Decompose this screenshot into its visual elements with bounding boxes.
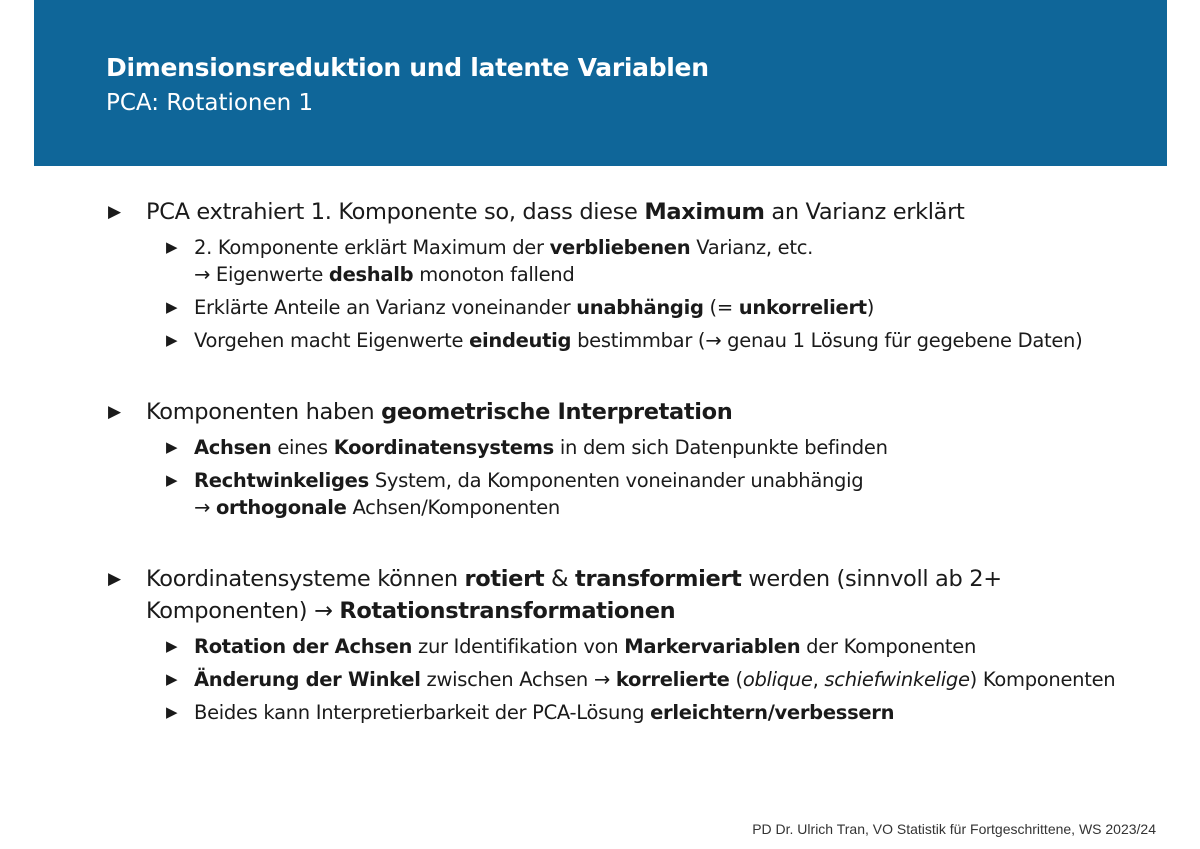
- slide-subtitle: PCA: Rotationen 1: [106, 90, 314, 116]
- text-segment: bestimmbar (→ genau 1 Lösung für gegebene Daten): [571, 329, 1083, 352]
- text-segment: → Eigenwerte: [194, 263, 329, 286]
- bold-text: unabhängig: [576, 296, 704, 319]
- text-segment: System, da Komponenten voneinander unabhängig: [368, 469, 864, 492]
- text-segment: Vorgehen macht Eigenwerte: [194, 329, 470, 352]
- text-segment: Koordinatensysteme können: [146, 566, 465, 592]
- slide-footer: PD Dr. Ulrich Tran, VO Statistik für Fortgeschrittene, WS 2023/24: [752, 821, 1156, 837]
- text-segment: ,: [812, 668, 825, 691]
- bullet-section: [108, 563, 1168, 726]
- triangle-bullet-icon: ▶: [166, 471, 178, 489]
- sub-bullet: [166, 699, 1168, 726]
- main-bullet: [108, 396, 1168, 428]
- triangle-bullet-icon: ▶: [166, 331, 178, 349]
- sub-bullet: [166, 327, 1168, 354]
- text-segment: der Komponenten: [800, 635, 977, 658]
- text-segment: ): [866, 296, 875, 319]
- text-segment: werden (sinnvoll ab 2+ Komponenten) →: [146, 566, 1009, 624]
- text-segment: Achsen/Komponenten: [346, 496, 560, 519]
- sub-bullet: [166, 234, 1168, 288]
- text-segment: ) Komponenten: [969, 668, 1116, 691]
- slide-header: [34, 0, 1167, 166]
- triangle-bullet-icon: ▶: [166, 637, 178, 655]
- triangle-bullet-icon: ▶: [108, 202, 121, 222]
- triangle-bullet-icon: ▶: [108, 569, 121, 589]
- text-segment: Varianz, etc.: [690, 236, 814, 259]
- sub-bullet: [166, 294, 1168, 321]
- bold-text: Achsen: [194, 436, 272, 459]
- bold-text: rotiert: [464, 566, 545, 592]
- sub-bullet: [166, 666, 1168, 693]
- bullet-section: [108, 396, 1168, 521]
- text-segment: PCA extrahiert 1. Komponente so, dass diese: [146, 199, 645, 225]
- text-segment: →: [194, 496, 216, 519]
- bold-text: orthogonale: [215, 496, 347, 519]
- text-segment: 2. Komponente erklärt Maximum der: [194, 236, 550, 259]
- bold-text: erleichtern/verbessern: [650, 701, 895, 724]
- bold-text: transformiert: [575, 566, 742, 592]
- sub-bullet: [166, 633, 1168, 660]
- slide-content: [108, 196, 1168, 726]
- sub-bullet: [166, 467, 1168, 521]
- text-segment: monoton fallend: [413, 263, 575, 286]
- triangle-bullet-icon: ▶: [166, 238, 178, 256]
- main-bullet: [108, 563, 1168, 627]
- slide-title: Dimensionsreduktion und latente Variablen: [106, 53, 709, 82]
- text-segment: &: [544, 566, 576, 592]
- bold-text: Änderung der Winkel: [194, 668, 421, 691]
- sub-bullet: [166, 434, 1168, 461]
- triangle-bullet-icon: ▶: [166, 670, 178, 688]
- text-segment: Erklärte Anteile an Varianz voneinander: [194, 296, 577, 319]
- italic-text: schiefwinkelige: [824, 668, 970, 691]
- bullet-section: [108, 196, 1168, 354]
- bold-text: deshalb: [328, 263, 414, 286]
- main-bullet: [108, 196, 1168, 228]
- text-segment: eines: [271, 436, 334, 459]
- triangle-bullet-icon: ▶: [166, 298, 178, 316]
- bold-text: korrelierte: [615, 668, 730, 691]
- bold-text: verbliebenen: [549, 236, 691, 259]
- bold-text: Markervariablen: [624, 635, 801, 658]
- bold-text: unkorreliert: [738, 296, 867, 319]
- text-segment: (=: [703, 296, 739, 319]
- bold-text: geometrische Interpretation: [381, 399, 733, 425]
- text-segment: an Varianz erklärt: [764, 199, 965, 225]
- bold-text: eindeutig: [469, 329, 572, 352]
- bold-text: Maximum: [644, 199, 765, 225]
- text-segment: zur Identifikation von: [412, 635, 625, 658]
- text-segment: in dem sich Datenpunkte befinden: [553, 436, 888, 459]
- text-segment: zwischen Achsen →: [420, 668, 616, 691]
- bold-text: Rotation der Achsen: [194, 635, 413, 658]
- text-segment: Komponenten haben: [146, 399, 382, 425]
- triangle-bullet-icon: ▶: [166, 703, 178, 721]
- italic-text: oblique: [742, 668, 813, 691]
- text-segment: Beides kann Interpretierbarkeit der PCA-Lösung: [194, 701, 651, 724]
- text-segment: (: [729, 668, 743, 691]
- bold-text: Rechtwinkeliges: [194, 469, 369, 492]
- triangle-bullet-icon: ▶: [108, 402, 121, 422]
- bold-text: Rotationstransformationen: [339, 598, 676, 624]
- bold-text: Koordinatensystems: [333, 436, 554, 459]
- triangle-bullet-icon: ▶: [166, 438, 178, 456]
